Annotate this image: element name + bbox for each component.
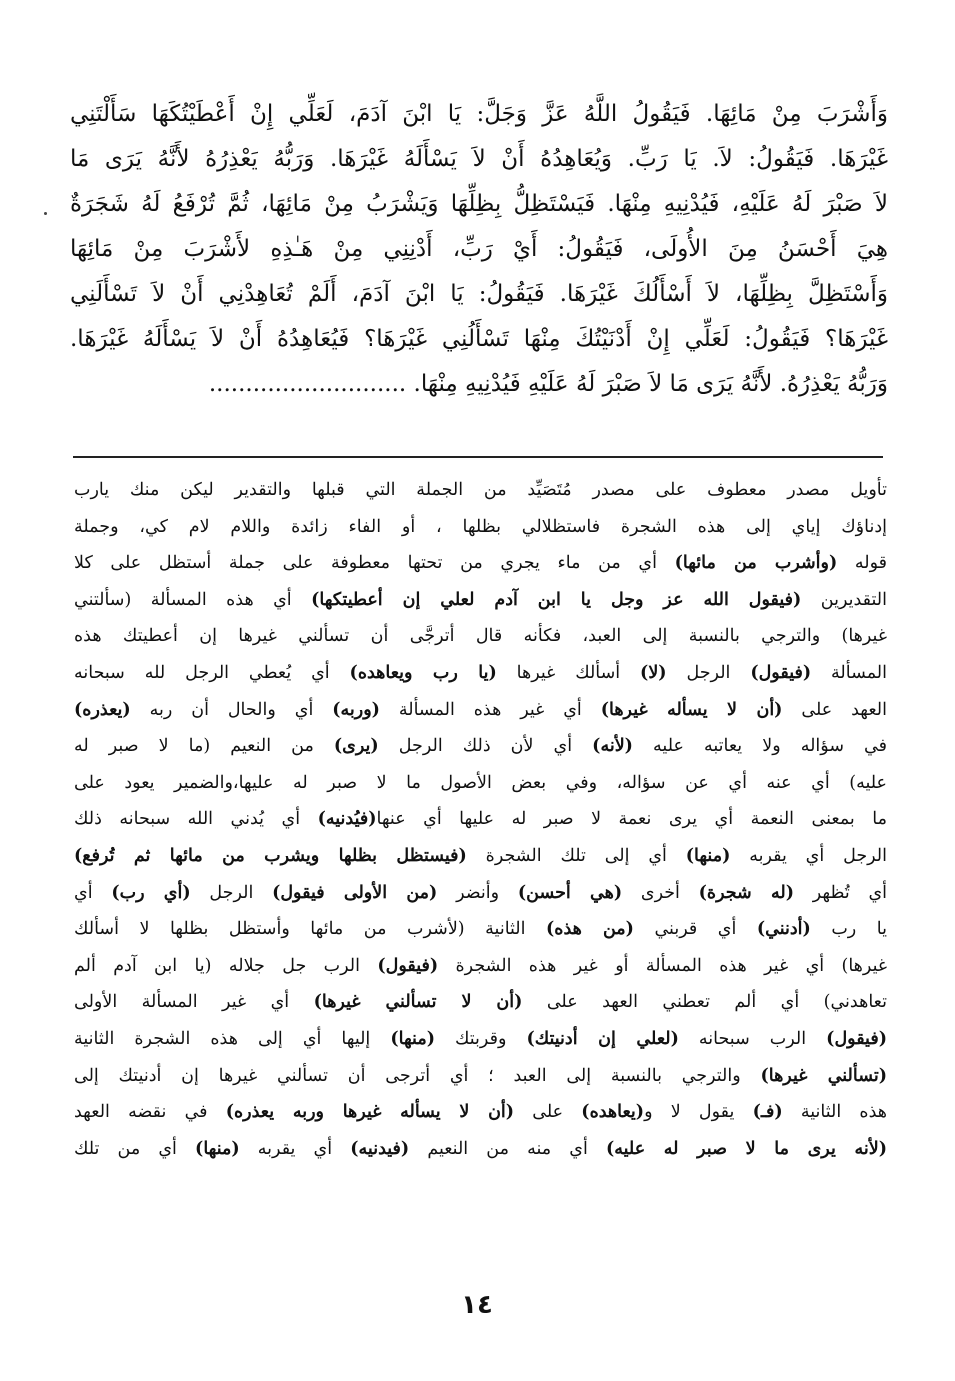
hadith-text <box>70 92 888 407</box>
commentary-line: في سؤاله ولا يعاتبه عليه (لأنه) أي لأن ذلك الرجل (يرى) من النعيم (ما لا صبر له <box>74 736 887 757</box>
commentary-line: الرجل أي يقربه (منها) أي إلى تلك الشجرة (فيستظل بظلها ويشرب من مائها ثم تُرفع) <box>74 845 887 866</box>
commentary-line: التقديرين (فيقول الله عز وجل يا ابن آدم لعلي إن أعطيتكها) أي هذه المسألة (سألتني <box>74 589 887 610</box>
commentary-line: قوله (وأشرب من مائها) أي من ماء يجري من تحتها معطوفة على جملة أستظل على كلا <box>74 553 887 574</box>
commentary-line: هذه الثانية (فـ) يقول لا و(يعاهده) على (أن لا يسأله غيرها وربه يعذره) في نقضه العهد <box>74 1102 887 1123</box>
commentary-line: أي تُظهر (له شجرة) أخرى (هي أحسن) وأنضر (من الأولى فيقول) الرجل (أي رب) أي <box>74 882 887 903</box>
commentary-line: (لأنه يرى ما لا صبر له عليه) أي منه من النعيم (فيدنيه) أي يقربه (منها) أي من تلك <box>74 1138 887 1159</box>
footnote-separator <box>73 456 883 458</box>
hadith-line: لاَ صَبْرَ لَهُ عَلَيْهِ، فَيُدْنِيهِ مِنْهَا. فَيَسْتَظِلُّ بِظِلِّهَا وَيَشْرَبُ مِنْ مَائِهَا، ثُمَّ تُرْفَعُ لَهُ شَجَرَةٌ <box>70 191 888 217</box>
page-number: ١٤ <box>461 1290 493 1320</box>
hadith-line: هِيَ أَحْسَنُ مِنَ الأُولَى، فَيَقُولُ: أَيْ رَبِّ، أَدْنِنِي مِنْ هَـٰذِهِ لأَشْرَبَ مِنْ مَائِهَا <box>70 236 888 262</box>
commentary-line: تعاهدني) أي ألم تعطني العهد على (أن لا تسألني غيرها) أي غير المسألة الأولى <box>74 992 887 1013</box>
commentary-line: إدناؤك إياي إلى هذه الشجرة فاستظلالي بظلها ، أو الفاء زائدة واللام لام كي، وجملة <box>74 516 887 537</box>
commentary-line: يا رب (أدنني) أي قربني (من هذه) الثانية (لأشرب من مائها وأستظل بظلها لا أسألك <box>74 919 887 940</box>
hadith-line: وَأَسْتَظِلَّ بِظِلِّهَا، لاَ أَسْأَلُكَ غَيْرَهَا. فَيَقُولُ: يَا ابْنَ آدَمَ، أَلَمْ تُعَاهِدْنِي أَنْ لاَ تَسْأَلَنِي <box>70 281 888 307</box>
commentary-line: غيرها) أي غير هذه المسألة أو غير هذه الشجرة (فيقول) الرب جل جلاله (يا ابن آدم ألم <box>74 955 887 976</box>
hadith-line: وَأَشْرَبَ مِنْ مَائِهَا. فَيَقُولُ اللَّهُ عَزَّ وَجَلَّ: يَا ابْنَ آدَمَ، لَعَلِّي إِنْ أَعْطَيْتُكَهَا سَأَلْتَنِي <box>70 101 888 127</box>
commentary-line: عليه) أي عنه أي عن سؤاله، وفي بعض الأصول ما لا صبر له عليها،والضمير يعود على <box>74 772 887 793</box>
hadith-line: غَيْرَهَا. فَيَقُولُ: لاَ. يَا رَبِّ. وَيُعَاهِدُهُ أَنْ لاَ يَسْأَلَهُ غَيْرَهَا. وَرَبُّهُ يَعْذِرُهُ لأَنَّهُ يَرَى مَا <box>70 146 888 172</box>
commentary-text <box>74 472 887 1167</box>
commentary-line: (تسألني غيرها) والترجي بالنسبة إلى العبد ؛ أي أترجى أن تسألني غيرها إن أدنيتك إلى <box>74 1065 887 1086</box>
commentary-line: (فيقول) الرب سبحانه (لعلي إن أدنيتك) وقربتك (منها) إليها أي إلى هذه الشجرة الثانية <box>74 1028 887 1049</box>
commentary-line: العهد على (أن لا يسأله غيرها) أي غير هذه المسألة (وربه) أي والحال أن ربه (يعذره) <box>74 699 887 720</box>
hadith-line: غَيْرَهَا؟ فَيَقُولُ: لَعَلِّي إِنْ أَدْنَيْتُكَ مِنْهَا تَسْأَلُنِي غَيْرَهَا؟ فَيُعَاهِدُهُ أَنْ لاَ يَسْأَلَهُ غَيْرَهَا. <box>70 326 888 352</box>
commentary-line: المسألة (فيقول) الرجل (لا) أسألك غيرها (يا رب ويعاهده) أي يُعطي الرجل لله سبحانه <box>74 662 887 683</box>
commentary-line: غيرها) والترجي بالنسبة إلى العبد، فكأنه قال أترجَّى أن تسألني غيرها إن أعطيتك هذه <box>74 626 887 647</box>
margin-dot <box>44 212 47 215</box>
commentary-line: تأويل مصدر معطوف على مصدر مُتَصَيِّد من الجملة التي قبلها والتقدير ليكن منك يارب <box>74 480 887 500</box>
hadith-line: وَرَبُّهُ يَعْذِرُهُ. لأَنَّهُ يَرَى مَا لاَ صَبْرَ لَهُ عَلَيْهِ فَيُدْنِيهِ مِنْهَا. ........................... <box>208 371 888 397</box>
commentary-line: ما بمعنى النعمة أي يرى نعمة لا صبر له عليها أي عنها(فيُدنيه) أي يُدني الله سبحانه ذلك <box>74 809 887 830</box>
